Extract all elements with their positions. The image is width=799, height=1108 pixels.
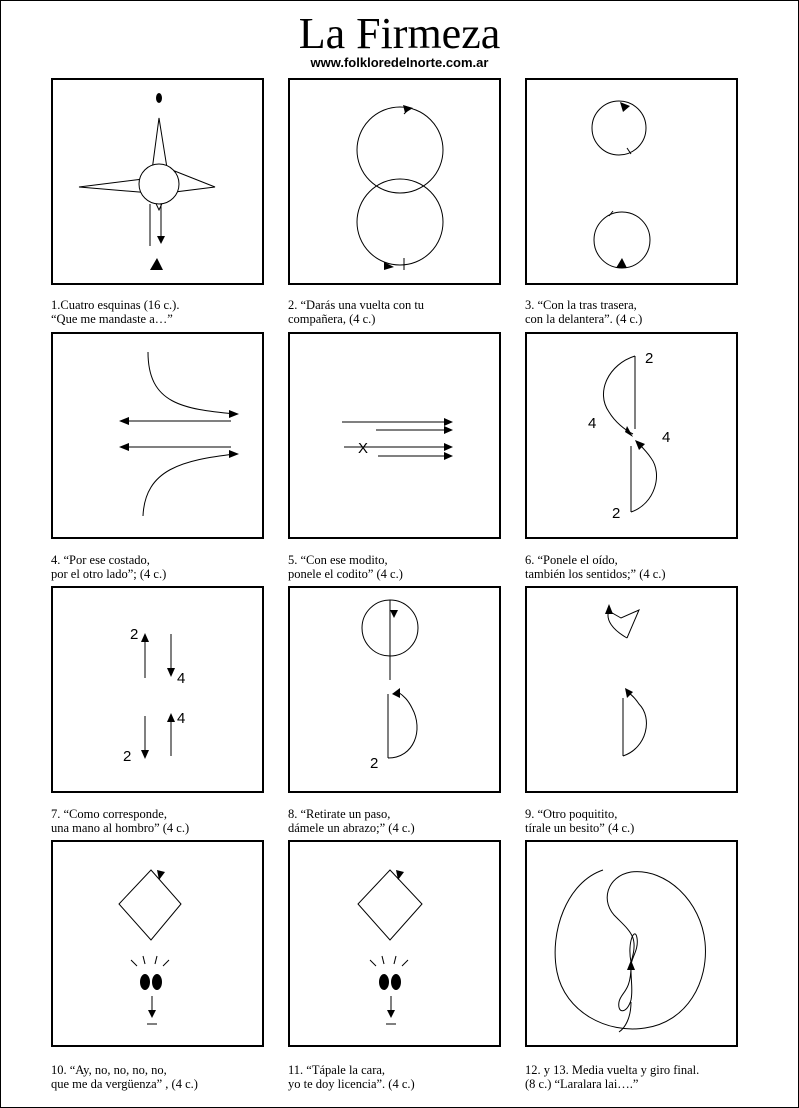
label-count: 4 [588,415,597,432]
figure-7-diagram [51,586,264,793]
label-count: 2 [370,755,379,772]
label-count: 4 [177,670,186,687]
footprints-icon [370,956,408,990]
figure-11-diagram [288,840,501,1047]
diamond-and-footsteps [290,842,499,1045]
hand-on-shoulder-arrows [53,588,262,791]
figure-9-diagram [525,586,738,793]
label-count: 2 [612,505,621,522]
elbow-crossing-lines [290,334,499,537]
four-corners-star [53,80,262,283]
page-title: La Firmeza [298,9,501,58]
figure-1-diagram [51,78,264,285]
label-count: 4 [177,710,186,727]
figure-3-caption: 3. “Con la tras trasera, con la delantera”. (4 c.) [525,298,643,326]
figure-5-diagram [288,332,501,539]
figure-7-caption: 7. “Como corresponde, una mano al hombro” (4 c.) [51,807,190,835]
label-count: 2 [130,626,139,643]
back-front-circles [527,80,736,283]
side-to-side-paths [53,334,262,537]
site-url[interactable]: www.folkloredelnorte.com.ar [310,55,489,70]
figure-2-caption: 2. “Darás una vuelta con tu compañera, (4 c.) [288,298,425,326]
figure-6-caption: 6. “Ponele el oído, también los sentidos;” (4 c.) [525,553,666,581]
little-kiss-paths [527,588,736,791]
label-count: 4 [662,429,671,446]
figure-4-diagram [51,332,264,539]
figure-9-caption: 9. “Otro poquitito, tírale un besito” (4 c.) [525,807,635,835]
figure-5-caption: 5. “Con ese modito, ponele el codito” (4 c.) [288,553,403,581]
figure-10-diagram [51,840,264,1047]
figure-4-caption: 4. “Por ese costado, por el otro lado”; (4 c.) [51,553,167,581]
label-count: 2 [123,748,132,765]
figure-3-diagram [525,78,738,285]
figure-2-diagram [288,78,501,285]
spiral-final-turn [527,842,736,1045]
figure-11-caption: 11. “Tápale la cara, yo te doy licencia”. (4 c.) [288,1063,415,1091]
figure-1-caption: 1.Cuatro esquinas (16 c.). “Que me mandaste a…” [51,298,180,326]
step-back-embrace [290,588,499,791]
figure-12-diagram [525,840,738,1047]
diamond-and-footsteps [53,842,262,1045]
label-x: X [358,440,369,457]
footprints-icon [131,956,169,990]
label-count: 2 [645,350,654,367]
figure-8-caption: 8. “Retirate un paso, dámele un abrazo;” (4 c.) [288,807,415,835]
figure-6-diagram [525,332,738,539]
half-circle-paths [527,334,736,537]
figure-8-diagram [288,586,501,793]
figure-10-caption: 10. “Ay, no, no, no, no, que me da vergüenza” , (4 c.) [51,1063,198,1091]
figure-12-caption: 12. y 13. Media vuelta y giro final. (8 c.) “Laralara lai….” [525,1063,700,1091]
figure-eight-turn [290,80,499,283]
